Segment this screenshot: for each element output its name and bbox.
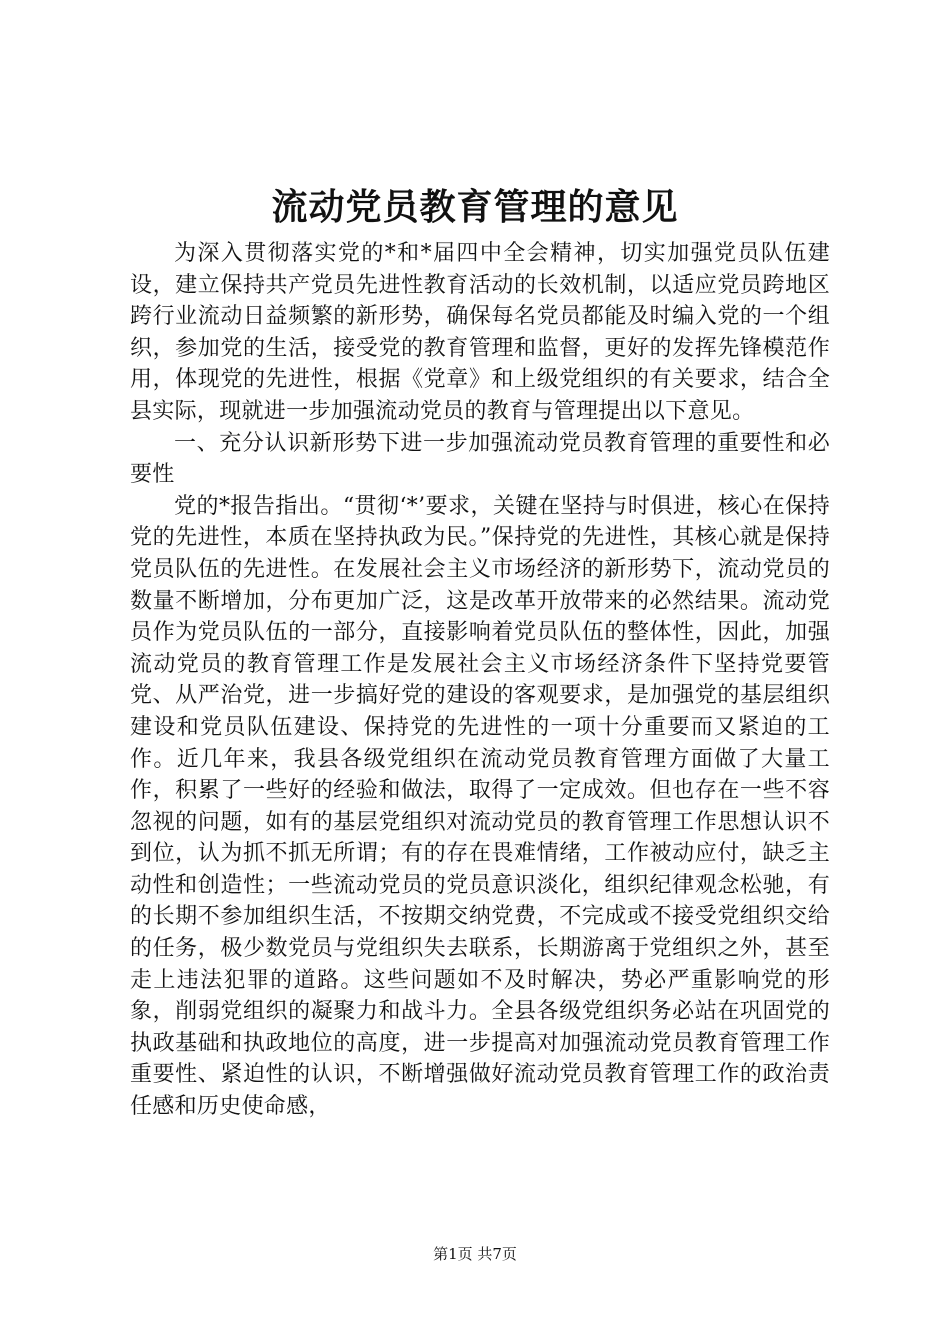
paragraph-intro: 为深入贯彻落实党的*和*届四中全会精神，切实加强党员队伍建设，建立保持共产党员先进性教育活动的长效机制，以适应党员跨地区跨行业流动日益频繁的新形势，确保每名党员都能及时编入党的一个组织，参加党的生活，接受党的教育管理和监督，更好的发挥先锋模范作用，体现党的先进性，根据《党章》和上级党组织的有关要求，结合全县实际，现就进一步加强流动党员的教育与管理提出以下意见。	[130, 241, 830, 424]
document-body	[130, 238, 830, 1123]
paragraph-section-1: 党的*报告指出。“贯彻‘*’要求，关键在坚持与时俱进，核心在保持党的先进性，本质在坚持执政为民。”保持党的先进性，其核心就是保持党员队伍的先进性。在发展社会主义市场经济的新形势下，流动党员的数量不断增加，分布更加广泛，这是改革开放带来的必然结果。流动党员作为党员队伍的一部分，直接影响着党员队伍的整体性，因此，加强流动党员的教育管理工作是发展社会主义市场经济条件下坚持党要管党、从严治党，进一步搞好党的建设的客观要求，是加强党的基层组织建设和党员队伍建设、保持党的先进性的一项十分重要而又紧迫的工作。近几年来，我县各级党组织在流动党员教育管理方面做了大量工作，积累了一些好的经验和做法，取得了一定成效。但也存在一些不容忽视的问题，如有的基层党组织对流动党员的教育管理工作思想认识不到位，认为抓不抓无所谓；有的存在畏难情绪，工作被动应付，缺乏主动性和创造性；一些流动党员的党员意识淡化，组织纪律观念松驰，有的长期不参加组织生活，不按期交纳党费，不完成或不接受党组织交给的任务，极少数党员与党组织失去联系，长期游离于党组织之外，甚至走上违法犯罪的道路。这些问题如不及时解决，势必严重影响党的形象，削弱党组织的凝聚力和战斗力。全县各级党组织务必站在巩固党的执政基础和执政地位的高度，进一步提高对加强流动党员教育管理工作重要性、紧迫性的认识，不断增强做好流动党员教育管理工作的政治责任感和历史使命感，	[130, 493, 830, 1120]
page-number-footer: 第1页 共7页	[433, 1245, 517, 1263]
section-heading-1: 一、充分认识新形势下进一步加强流动党员教育管理的重要性和必要性	[130, 430, 830, 488]
document-title: 流动党员教育管理的意见	[271, 186, 679, 228]
